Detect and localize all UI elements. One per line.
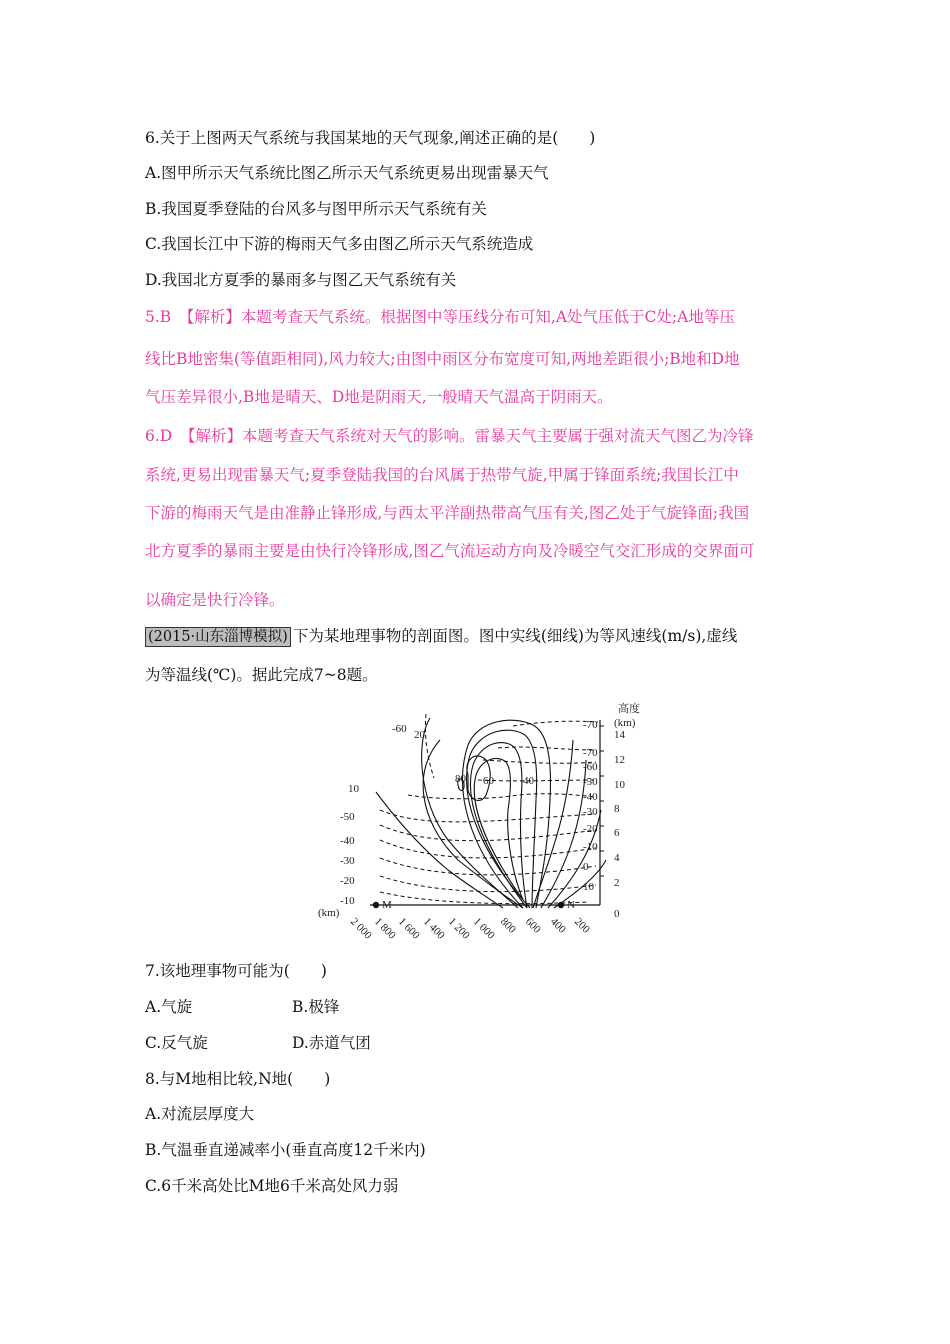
height-axis-title: 高度 — [618, 703, 640, 715]
height-tick-4: 4 — [614, 852, 620, 864]
intro-text1: 下为某地理事物的剖面图。图中实线(细线)为等风速线(m/s),虚线 — [292, 627, 738, 645]
q7-row1 — [145, 997, 340, 1017]
wind-label-3: 80 — [455, 773, 466, 785]
x-tick-600: 600 — [522, 915, 544, 936]
right-temp-1: -70 — [583, 719, 598, 731]
answer5-line1: 5.B 【解析】本题考查天气系统。根据图中等压线分布可知,A处气压低于C处;A地等压 — [145, 308, 735, 326]
right-temp-2: -70 — [583, 747, 598, 759]
q6-option-b: B.我国夏季登陆的台风多与图甲所示天气系统有关 — [145, 200, 487, 218]
answer6-line5: 以确定是快行冷锋。 — [145, 591, 285, 609]
temp-line-4 — [483, 760, 596, 763]
q7-option-c: C.反气旋 — [145, 1034, 208, 1052]
isotach-lines — [376, 718, 606, 908]
answer6-line3: 下游的梅雨天气是由准静止锋形成,与西太平洋副热带高气压有关,图乙处于气旋锋面;我国 — [145, 504, 750, 522]
answer6-line4: 北方夏季的暴雨主要是由快行冷锋形成,图乙气流运动方向及冷暖空气交汇形成的交界面可 — [145, 542, 755, 560]
left-label-2: -50 — [340, 811, 355, 823]
q6-stem: 6.关于上图两天气系统与我国某地的天气现象,阐述正确的是( ) — [145, 129, 596, 147]
q8-option-a: A.对流层厚度大 — [145, 1105, 255, 1123]
height-tick-8: 8 — [614, 803, 620, 815]
q6-option-c: C.我国长江中下游的梅雨天气多由图乙所示天气系统造成 — [145, 235, 534, 253]
isotherm-lines — [380, 714, 598, 904]
x-tick-800: 800 — [497, 915, 519, 936]
x-axis-unit: (km) — [318, 907, 340, 919]
point-m-marker — [373, 902, 379, 908]
x-tick-1800: 1 800 — [371, 915, 398, 942]
height-tick-6: 6 — [614, 827, 620, 839]
point-n-label: N — [567, 899, 575, 911]
right-temp-5: -40 — [583, 791, 598, 803]
right-temp-4: -50 — [583, 776, 598, 788]
right-temp-9: 0 — [583, 861, 589, 873]
wind-line-3 — [470, 743, 527, 908]
q6-option-d: D.我国北方夏季的暴雨多与图乙天气系统有关 — [145, 271, 457, 289]
left-label-1: 10 — [348, 783, 359, 795]
height-tick-0: 0 — [614, 908, 620, 920]
wind-line-8 — [533, 740, 573, 908]
height-tick-12: 12 — [614, 754, 625, 766]
intro-line2: 为等温线(℃)。据此完成7~8题。 — [145, 666, 378, 684]
right-temp-10: 10 — [583, 881, 594, 893]
cross-section-figure — [318, 700, 640, 942]
x-tick-200: 200 — [571, 915, 593, 936]
left-label-4: -30 — [340, 855, 355, 867]
intro-line1 — [145, 626, 737, 647]
source-tag: (2015·山东淄博模拟) — [145, 627, 291, 647]
answer5-line3: 气压差异很小,B地是晴天、D地是阴雨天,一般晴天气温高于阴雨天。 — [145, 388, 613, 406]
x-tick-1000: 1 000 — [470, 915, 497, 942]
point-n-marker — [558, 902, 564, 908]
cross-section-svg — [318, 700, 640, 942]
wind-label-2: 20 — [414, 729, 425, 741]
left-label-6: -10 — [340, 895, 355, 907]
height-tick-2: 2 — [614, 877, 620, 889]
x-tick-400: 400 — [547, 915, 569, 936]
left-label-5: -20 — [340, 875, 355, 887]
q8-stem: 8.与M地相比较,N地( ) — [145, 1070, 331, 1088]
q7-stem: 7.该地理事物可能为( ) — [145, 962, 327, 980]
wind-line-6 — [422, 718, 518, 908]
q6-option-a: A.图甲所示天气系统比图乙所示天气系统更易出现雷暴天气 — [145, 164, 549, 182]
wind-label-5: 40 — [523, 775, 534, 787]
answer6-line1: 6.D 【解析】本题考查天气系统对天气的影响。雷暴天气主要属于强对流天气图乙为冷锋 — [145, 427, 754, 445]
q7-option-d: D.赤道气团 — [292, 1034, 371, 1052]
height-tick-14: 14 — [614, 729, 625, 741]
wind-line-7 — [376, 792, 503, 908]
temp-line-10 — [380, 858, 596, 875]
right-temp-8: -10 — [583, 841, 598, 853]
right-temp-7: -20 — [583, 823, 598, 835]
height-axis-unit: (km) — [614, 717, 636, 729]
height-tick-10: 10 — [614, 779, 625, 791]
temp-line-8 — [380, 825, 596, 841]
x-tick-1400: 1 400 — [420, 915, 447, 942]
x-tick-1600: 1 600 — [395, 915, 422, 942]
point-m-label: M — [382, 899, 392, 911]
temp-line-7 — [380, 810, 596, 822]
answer6-line2: 系统,更易出现雷暴天气;夏季登陆我国的台风属于热带气旋,甲属于锋面系统;我国长江中 — [145, 466, 739, 484]
left-label-3: -40 — [340, 835, 355, 847]
right-temp-6: -30 — [583, 806, 598, 818]
right-temp-3: -60 — [583, 761, 598, 773]
wind-label-1: -60 — [392, 723, 407, 735]
x-tick-1200: 1 200 — [445, 915, 472, 942]
q7-row2 — [145, 1033, 371, 1053]
temp-line-6 — [408, 794, 596, 799]
wind-label-4: 60 — [483, 775, 494, 787]
q8-option-b: B.气温垂直递减率小(垂直高度12千米内) — [145, 1141, 426, 1159]
answer5-line2: 线比B地密集(等值距相同),风力较大;由图中雨区分布宽度可知,两地差距很小;B地和D地 — [145, 350, 740, 368]
q8-option-c: C.6千米高处比M地6千米高处风力弱 — [145, 1177, 399, 1195]
temp-line-9 — [380, 840, 596, 858]
q7-option-a: A.气旋 — [145, 998, 193, 1016]
q7-option-b: B.极锋 — [292, 998, 340, 1016]
x-tick-2000: 2 000 — [347, 915, 374, 942]
